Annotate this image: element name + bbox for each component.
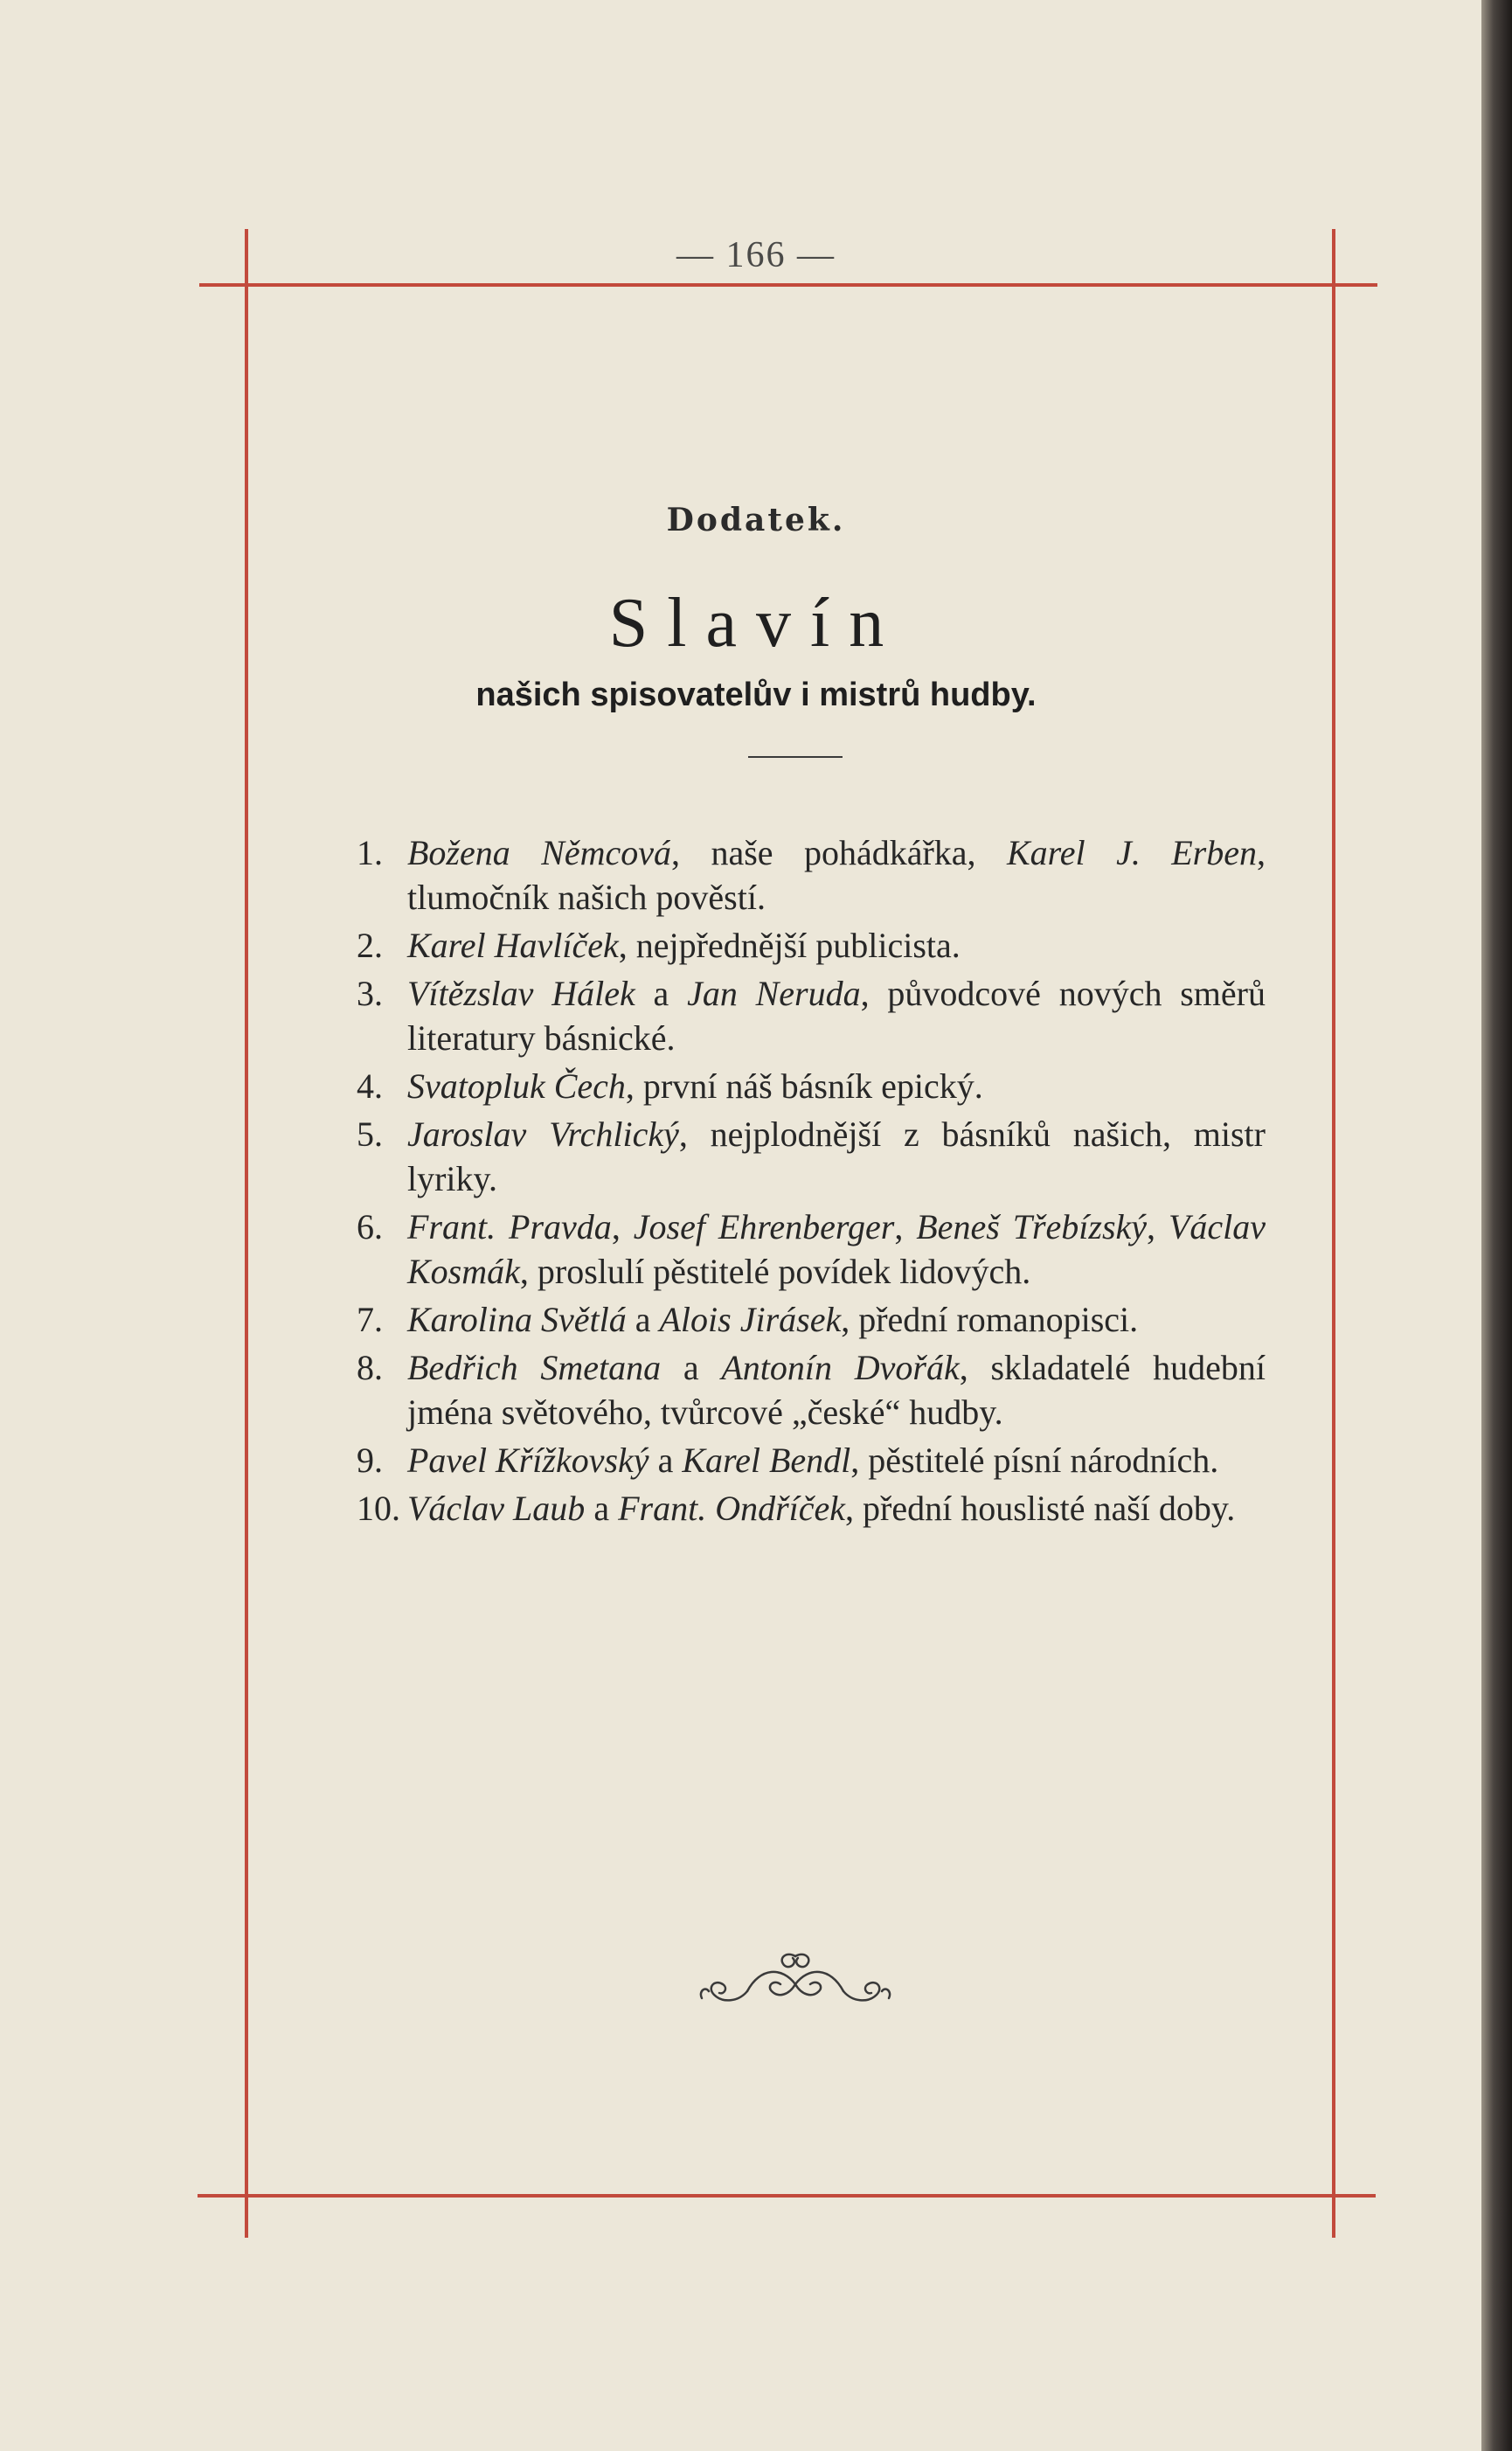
person-name: Josef Ehrenberger xyxy=(633,1207,895,1246)
page-subtitle: našich spisovatelův i mistrů hudby. xyxy=(475,677,1037,713)
person-name: Karel J. Erben xyxy=(1007,833,1258,872)
entry-number: 4. xyxy=(357,1066,383,1106)
list-item xyxy=(357,1438,1266,1482)
entry-text: a xyxy=(648,1441,683,1480)
list-item xyxy=(357,923,1266,968)
person-name: Bedřich Smetana xyxy=(407,1348,662,1387)
list-item xyxy=(357,1297,1266,1342)
entry-text: , pěstitelé písní národních. xyxy=(850,1441,1219,1480)
person-name: Antonín Dvořák xyxy=(721,1348,960,1387)
person-name: Frant. Pravda xyxy=(407,1207,612,1246)
entry-number: 3. xyxy=(357,974,383,1013)
entry-text: , xyxy=(1147,1207,1169,1246)
person-name: Jan Neruda xyxy=(687,974,861,1013)
book-spine-shadow xyxy=(1481,0,1512,2451)
entry-number: 2. xyxy=(357,926,383,965)
person-name: Frant. Ondříček xyxy=(618,1489,846,1528)
entry-text: , nejpřednější publicista. xyxy=(618,926,961,965)
entry-text: , přední houslisté naší doby. xyxy=(845,1489,1236,1528)
entry-text: , xyxy=(894,1207,917,1246)
page-title: Slavín xyxy=(608,585,904,662)
person-name: Václav Kosmák xyxy=(407,1207,1266,1291)
person-name: Božena Němcová xyxy=(407,833,672,872)
top-border-rule xyxy=(199,283,1377,287)
entry-text: , proslulí pěstitelé povídek lidových. xyxy=(519,1252,1031,1291)
entry-text: , přední romanopisci. xyxy=(841,1300,1139,1339)
entry-list xyxy=(357,830,1266,1534)
list-item xyxy=(357,1205,1266,1294)
entry-text: a xyxy=(585,1489,619,1528)
list-item xyxy=(357,1345,1266,1434)
entry-number: 10. xyxy=(357,1489,400,1528)
entry-text: , tlumočník našich pověstí. xyxy=(407,833,1266,917)
entry-text: , skladatelé hudební jména světového, tvůrcové „české“ hudby. xyxy=(407,1348,1266,1432)
entry-text: , xyxy=(611,1207,634,1246)
entry-text: , nejplodnější z básníků našich, mistr lyriky. xyxy=(407,1114,1266,1198)
entry-text: , původcové nových směrů literatury básnické. xyxy=(407,974,1266,1058)
flourish-ornament-icon xyxy=(695,1949,896,2010)
entry-number: 5. xyxy=(357,1114,383,1154)
bottom-border-rule xyxy=(198,2194,1376,2198)
entry-text: , naše pohádkářka, xyxy=(671,833,1007,872)
list-item xyxy=(357,830,1266,920)
entry-text: a xyxy=(635,974,688,1013)
entry-number: 7. xyxy=(357,1300,383,1339)
page-number: — 166 — xyxy=(676,235,836,275)
person-name: Svatopluk Čech xyxy=(407,1066,626,1106)
person-name: Karel Havlíček xyxy=(407,926,619,965)
title-divider xyxy=(748,756,843,758)
entry-text: a xyxy=(661,1348,722,1387)
person-name: Karolina Světlá xyxy=(407,1300,627,1339)
person-name: Beneš Třebízský xyxy=(916,1207,1148,1246)
entry-number: 1. xyxy=(357,833,383,872)
entry-number: 6. xyxy=(357,1207,383,1246)
person-name: Vítězslav Hálek xyxy=(407,974,635,1013)
person-name: Pavel Křížkovský xyxy=(407,1441,649,1480)
person-name: Václav Laub xyxy=(407,1489,586,1528)
entry-text: , první náš básník epický. xyxy=(625,1066,983,1106)
person-name: Alois Jirásek xyxy=(659,1300,842,1339)
person-name: Jaroslav Vrchlický xyxy=(407,1114,679,1154)
list-item xyxy=(357,1064,1266,1108)
person-name: Karel Bendl xyxy=(682,1441,851,1480)
list-item xyxy=(357,1112,1266,1201)
appendix-label: Dodatek. xyxy=(666,502,846,538)
list-item xyxy=(357,1486,1266,1531)
list-item xyxy=(357,971,1266,1060)
entry-number: 9. xyxy=(357,1441,383,1480)
entry-number: 8. xyxy=(357,1348,383,1387)
entry-text: a xyxy=(626,1300,660,1339)
